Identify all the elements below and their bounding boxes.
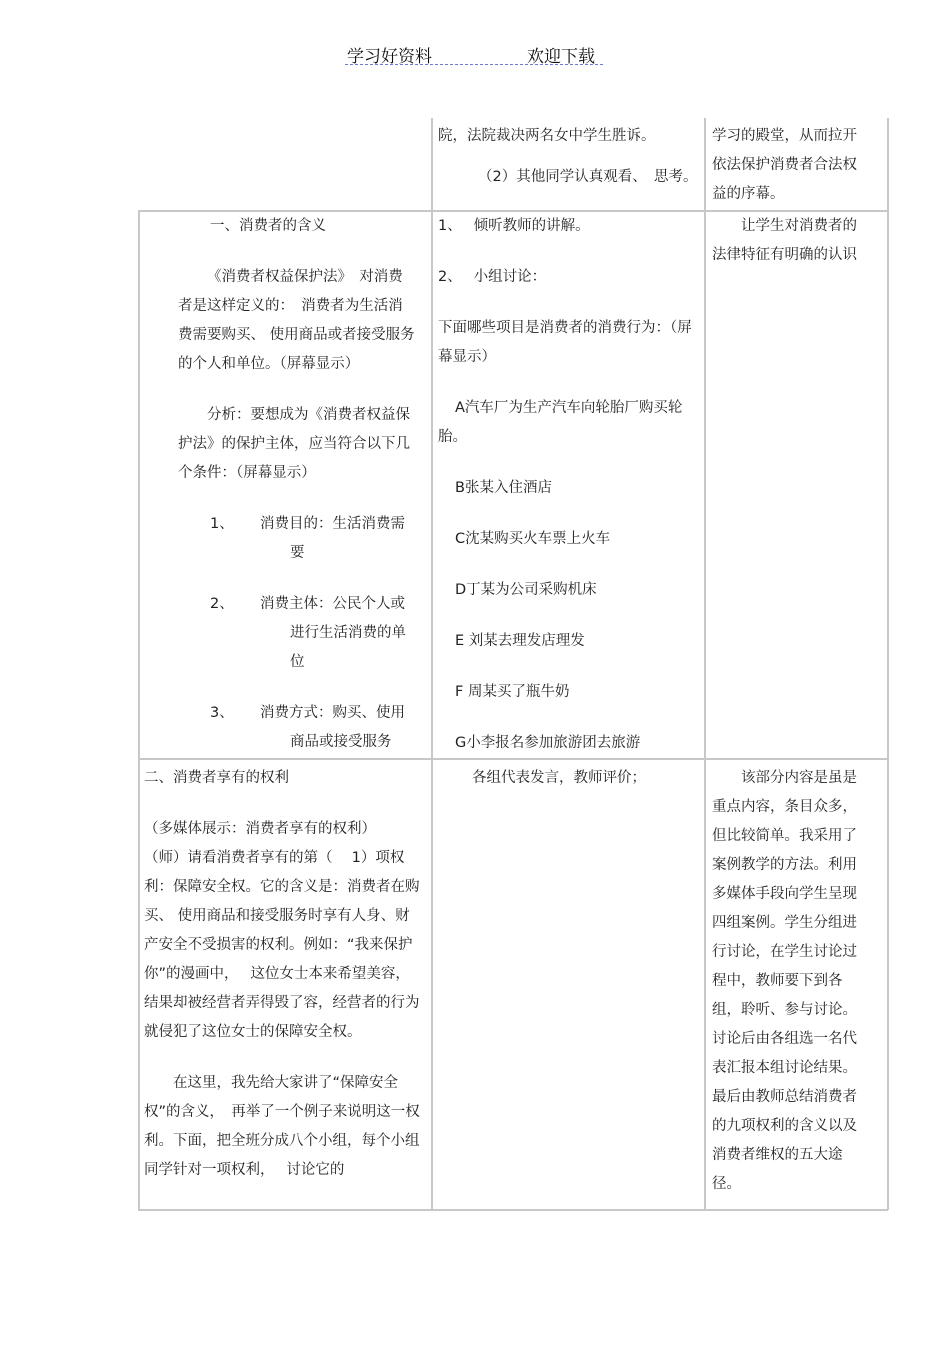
rights-explanation: （师）请看消费者享有的第（ 1）项权利：保障安全权。它的含义是：消费者在购买、 使用商品和接受服务时享有人身、财产安全不受损害的权利。例如：“我来保护你”的漫画中， 这位女士本来希望美容， 结果却被经营者弄得毁了容，经营者的行为就侵犯了这位女士的保障安全权。 xyxy=(144,850,420,1040)
activity-discussion: 2、 小组讨论： xyxy=(438,269,547,285)
condition-text: 消费主体：公民个人或进行生活消费的单位 xyxy=(260,596,406,670)
condition-item-2 xyxy=(178,590,416,677)
section-1-title: 一、消费者的含义 xyxy=(210,218,326,234)
option-d: D丁某为公司采购机床 xyxy=(455,582,597,598)
row3-design-text: 该部分内容是虽是重点内容，条目众多，但比较简单。我采用了案例教学的方法。利用多媒体手段向学生呈现四组案例。学生分组进行讨论，在学生讨论过程中，教师要下到各组，聆听、参与讨论。讨论后由各组选一名代表汇报本组讨论结果。最后由教师总结消费者的九项权利的含义以及消费者维权的五大途径。 xyxy=(712,770,857,1192)
definition-paragraph: 《消费者权益保护法》 对消费者是这样定义的： 消费者为生活消费需要购买、 使用商品或者接受服务的个人和单位。（屏幕显示） xyxy=(178,269,415,372)
discussion-question: 下面哪些项目是消费者的消费行为：（屏幕显示） xyxy=(438,320,692,365)
condition-text: 消费目的：生活消费需要 xyxy=(260,516,405,561)
row2-mid-cell xyxy=(438,212,700,758)
lesson-table xyxy=(138,118,888,1210)
option-e: E 刘某去理发店理发 xyxy=(455,633,585,649)
row1-right-text: 学习的殿堂，从而拉开依法保护消费者合法权益的序幕。 xyxy=(712,128,857,202)
activity-listen: 1、 倾听教师的讲解。 xyxy=(438,218,590,234)
condition-item-1 xyxy=(178,510,416,568)
row3-mid-cell xyxy=(438,764,700,793)
group-report-text: 各组代表发言，教师评价； xyxy=(472,770,646,786)
row3-left-cell xyxy=(144,764,420,1185)
condition-text: 消费方式：购买、使用商品或接受服务 xyxy=(260,705,405,750)
header-left-text: 学习好资料 xyxy=(347,47,432,67)
table-divider-1 xyxy=(431,118,433,1210)
section-2-title: 二、消费者享有的权利 xyxy=(144,770,289,786)
row3-right-cell xyxy=(712,764,868,1199)
option-g: G小李报名参加旅游团去旅游 xyxy=(455,735,641,751)
analysis-paragraph: 分析：要想成为《消费者权益保护法》的保护主体，应当符合以下几个条件：（屏幕显示） xyxy=(178,407,410,481)
table-border-right xyxy=(887,118,889,1210)
row2-goal-text: 让学生对消费者的法律特征有明确的认识 xyxy=(712,218,857,263)
row1-mid-line-1: 院，法院裁决两名女中学生胜诉。 xyxy=(438,128,656,144)
condition-number: 3、 xyxy=(210,705,234,721)
condition-number: 2、 xyxy=(210,596,234,612)
header-right-text: 欢迎下载 xyxy=(527,47,595,67)
multimedia-note: （多媒体展示：消费者享有的权利） xyxy=(144,821,376,837)
page-header xyxy=(345,40,603,65)
table-border-bottom xyxy=(138,1209,888,1211)
condition-item-3 xyxy=(178,699,416,757)
row-divider-2 xyxy=(138,758,888,760)
teaching-method-paragraph: 在这里，我先给大家讲了“保障安全权”的含义， 再举了一个例子来说明这一权利。下面，把全班分成八个小组，每个小组同学针对一项权利， 讨论它的 xyxy=(144,1075,420,1178)
row1-right-cell xyxy=(712,122,868,209)
row2-right-cell xyxy=(712,212,868,270)
row2-left-cell xyxy=(178,212,416,757)
row1-mid-line-2: （2）其他同学认真观看、 思考。 xyxy=(478,169,698,185)
table-border-left xyxy=(138,210,140,1210)
option-c: C沈某购买火车票上火车 xyxy=(455,531,611,547)
option-b: B张某入住酒店 xyxy=(455,480,552,496)
option-a: A汽车厂为生产汽车向轮胎厂购买轮胎。 xyxy=(438,400,683,445)
table-divider-2 xyxy=(704,118,706,1210)
option-f: F 周某买了瓶牛奶 xyxy=(455,684,570,700)
row1-mid-cell xyxy=(438,122,700,192)
condition-number: 1、 xyxy=(210,516,234,532)
